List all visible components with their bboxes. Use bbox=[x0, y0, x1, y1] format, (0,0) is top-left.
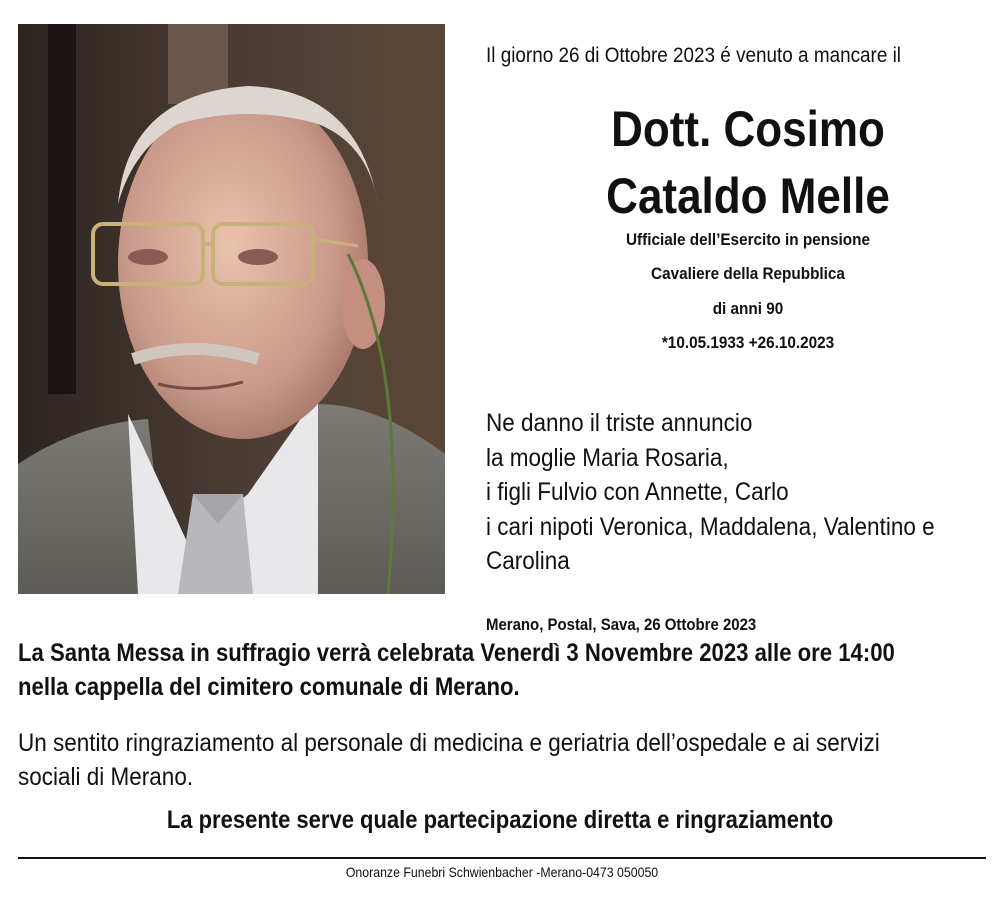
mourners-line: i figli Fulvio con Annette, Carlo bbox=[486, 478, 789, 506]
funeral-home-footer: Onoranze Funebri Schwienbacher -Merano-0473 050050 bbox=[345, 864, 659, 880]
divider-line bbox=[18, 857, 986, 859]
deceased-title-honor: Cavaliere della Repubblica bbox=[651, 264, 845, 283]
mass-line: nella cappella del cimitero comunale di Merano. bbox=[18, 673, 520, 701]
mourners-line: Carolina bbox=[486, 547, 570, 575]
portrait-photo bbox=[18, 24, 445, 594]
deceased-name-line1: Dott. Cosimo bbox=[611, 101, 885, 157]
thanks-line: Un sentito ringraziamento al personale di medicina e geriatria dell’ospedale e ai servizi bbox=[18, 729, 880, 757]
closing-statement: La presente serve quale partecipazione diretta e ringraziamento bbox=[166, 806, 834, 834]
mourners-line: la moglie Maria Rosaria, bbox=[486, 443, 729, 472]
place-and-date: Merano, Postal, Sava, 26 Ottobre 2023 bbox=[486, 615, 757, 634]
mass-line: La Santa Messa in suffragio verrà celebrata Venerdì 3 Novembre 2023 alle ore 14:00 bbox=[18, 639, 895, 667]
mourners-list bbox=[486, 406, 935, 579]
deceased-age: di anni 90 bbox=[712, 299, 784, 318]
birth-death-dates: *10.05.1933 +26.10.2023 bbox=[661, 333, 835, 352]
deceased-name-line2: Cataldo Melle bbox=[606, 168, 890, 224]
funeral-mass-notice bbox=[18, 636, 895, 704]
thanks-paragraph bbox=[18, 726, 880, 794]
deceased-title-military: Ufficiale dell’Esercito in pensione bbox=[625, 230, 871, 249]
mourners-line: i cari nipoti Veronica, Maddalena, Valentino e bbox=[486, 512, 935, 541]
thanks-line: sociali di Merano. bbox=[18, 763, 194, 791]
death-announcement-intro: Il giorno 26 di Ottobre 2023 é venuto a mancare il bbox=[486, 44, 902, 67]
mourners-line: Ne danno il triste annuncio bbox=[486, 409, 753, 437]
